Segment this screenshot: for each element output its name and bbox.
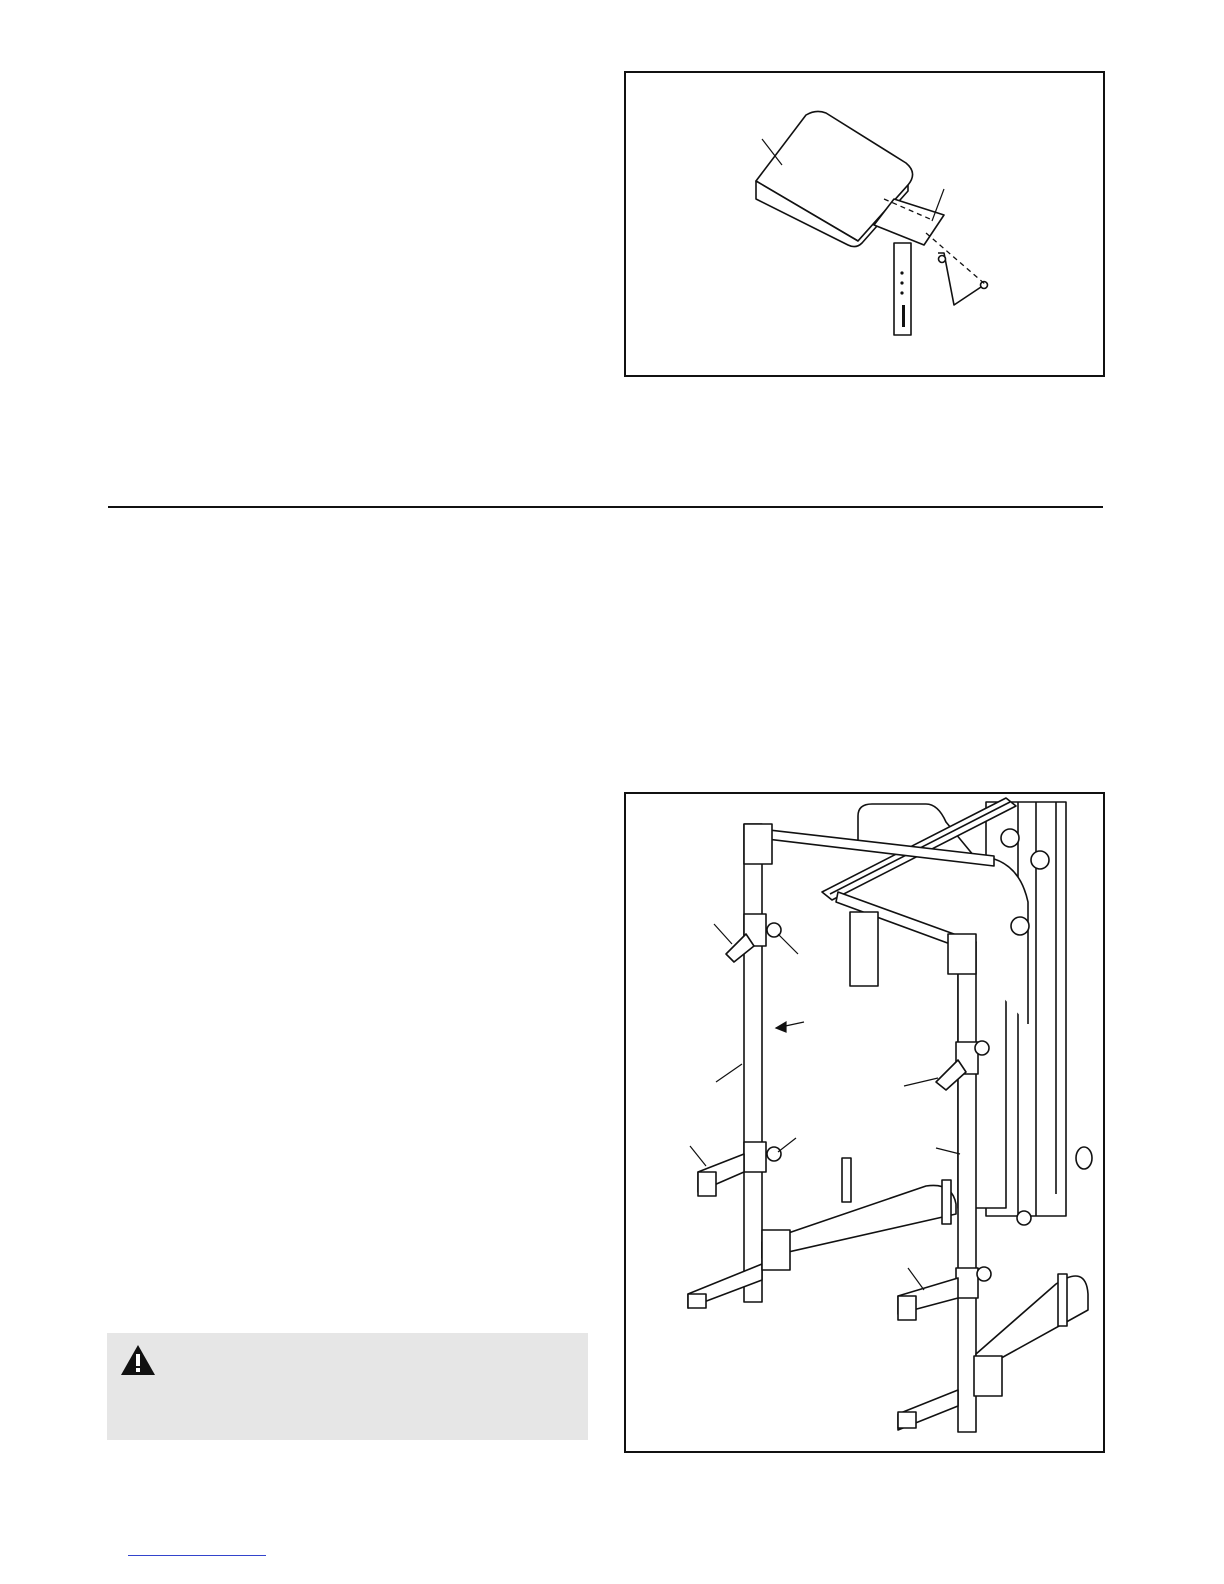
arm-pad-drawing — [626, 73, 1103, 375]
footer-link-underline[interactable] — [128, 1555, 266, 1556]
section-divider — [108, 506, 1103, 508]
figure-top-arm-pad-assembly — [624, 71, 1105, 377]
warning-box — [107, 1333, 588, 1440]
warning-triangle-icon — [119, 1343, 157, 1377]
frame-drawing — [626, 794, 1103, 1451]
left-upright — [744, 824, 762, 1302]
weight-post — [850, 912, 878, 986]
figure-bottom-frame-assembly — [624, 792, 1105, 1453]
base-frame — [762, 1185, 956, 1258]
